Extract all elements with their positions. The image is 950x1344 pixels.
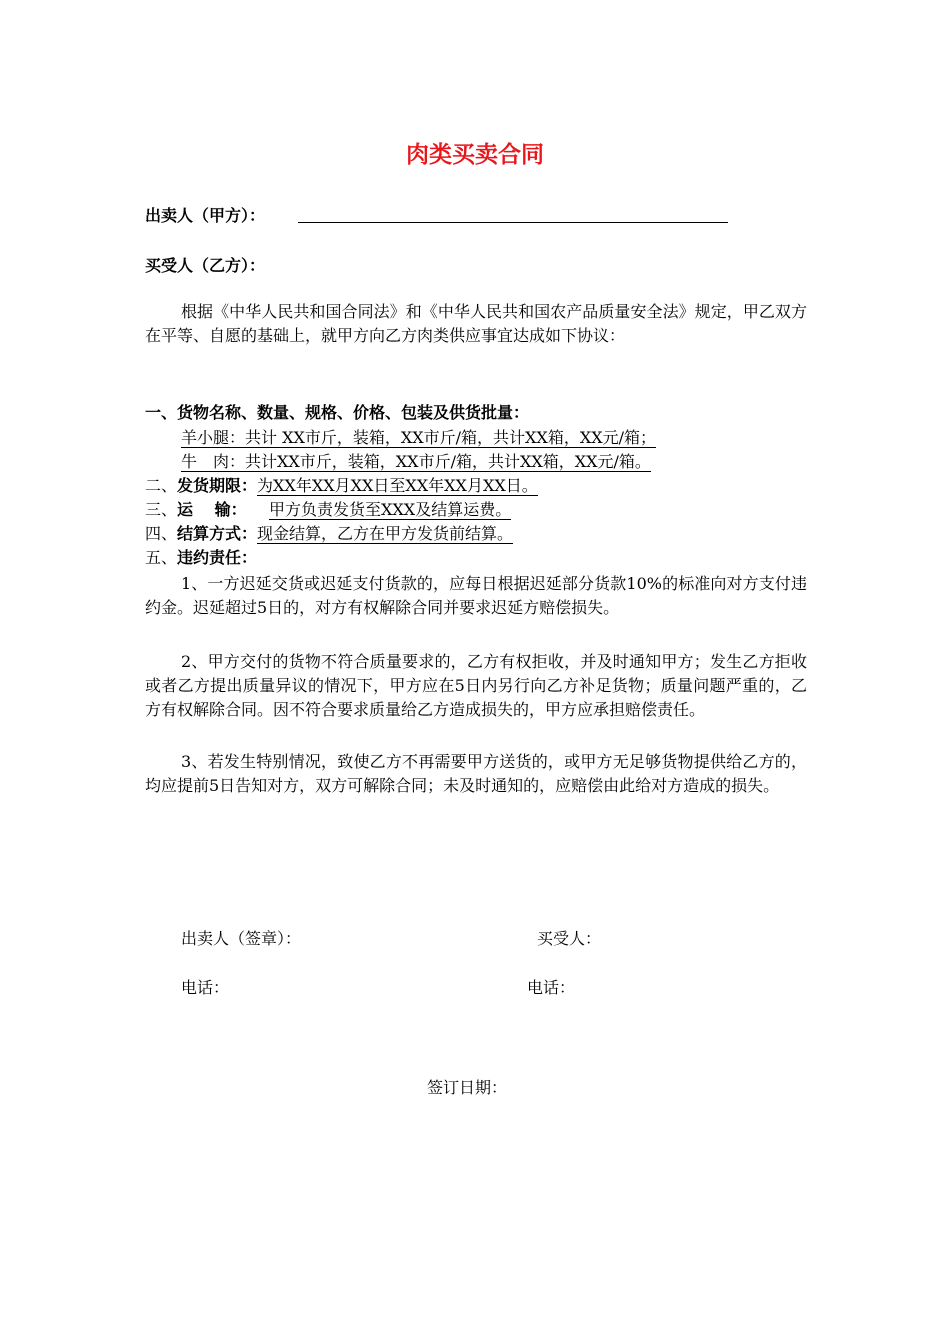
section3-number: 三、 [145,500,178,519]
section2-number: 二、 [145,476,178,495]
section2-heading: 发货期限： [177,476,258,495]
goods-item-lamb-text: 羊小腿：共计 XX市斤，装箱，XX市斤/箱，共计XX箱，XX元/箱； [181,428,656,447]
seller-signature-label: 出卖人（签章）： [181,929,302,948]
liability-clause-3: 3、若发生特别情况，致使乙方不再需要甲方送货的，或甲方无足够货物提供给乙方的，均应提前5日告知对方，双方可解除合同；未及时通知的，应赔偿由此给对方造成的损失。 [145,752,807,795]
section5-header [145,546,257,570]
preamble-paragraph: 根据《中华人民共和国合同法》和《中华人民共和国农产品质量安全法》规定，甲乙双方在平等、自愿的基础上，就甲方向乙方肉类供应事宜达成如下协议： [145,302,807,345]
section4-number: 四、 [145,524,178,543]
section4-content: 现金结算，乙方在甲方发货前结算。 [257,524,514,543]
liability-clause-1: 1、一方迟延交货或迟延支付货款的，应每日根据迟延部分货款10%的标准向对方支付违约金。迟延超过5日的，对方有权解除合同并要求迟延方赔偿损失。 [145,574,807,617]
section2 [145,474,538,498]
seller-phone-label: 电话： [181,978,230,997]
seller-name-line[interactable] [298,203,728,223]
document-title: 肉类买卖合同 [406,142,544,168]
section3-content: 甲方负责发货至XXX及结算运费。 [269,500,512,519]
goods-item-beef [181,450,651,474]
section5-number: 五、 [145,548,178,567]
buyer-label: 买受人（乙方）： [145,256,266,275]
section3 [145,498,511,522]
buyer-signature-label: 买受人： [537,929,602,948]
section3-heading: 运 输： [177,500,247,519]
goods-item-lamb [181,426,656,450]
goods-item-beef-text: 牛 肉：共计XX市斤，装箱，XX市斤/箱，共计XX箱，XX元/箱。 [181,452,651,471]
section1-heading: 一、货物名称、数量、规格、价格、包装及供货批量： [145,403,530,422]
section5-heading: 违约责任： [177,548,258,567]
liability-clause-2: 2、甲方交付的货物不符合质量要求的，乙方有权拒收，并及时通知甲方；发生乙方拒收或者乙方提出质量异议的情况下，甲方应在5日内另行向乙方补足货物；质量问题严重的，乙方有权解除合同。因不符合要求质量给乙方造成损失的，甲方应承担赔偿责任。 [145,652,807,719]
signing-date-label: 签订日期： [427,1078,508,1097]
buyer-phone-label: 电话： [527,978,576,997]
seller-label: 出卖人（甲方）： [145,206,266,225]
section4-heading: 结算方式： [177,524,258,543]
section2-content: 为XX年XX月XX日至XX年XX月XX日。 [257,476,538,495]
section4 [145,522,513,546]
